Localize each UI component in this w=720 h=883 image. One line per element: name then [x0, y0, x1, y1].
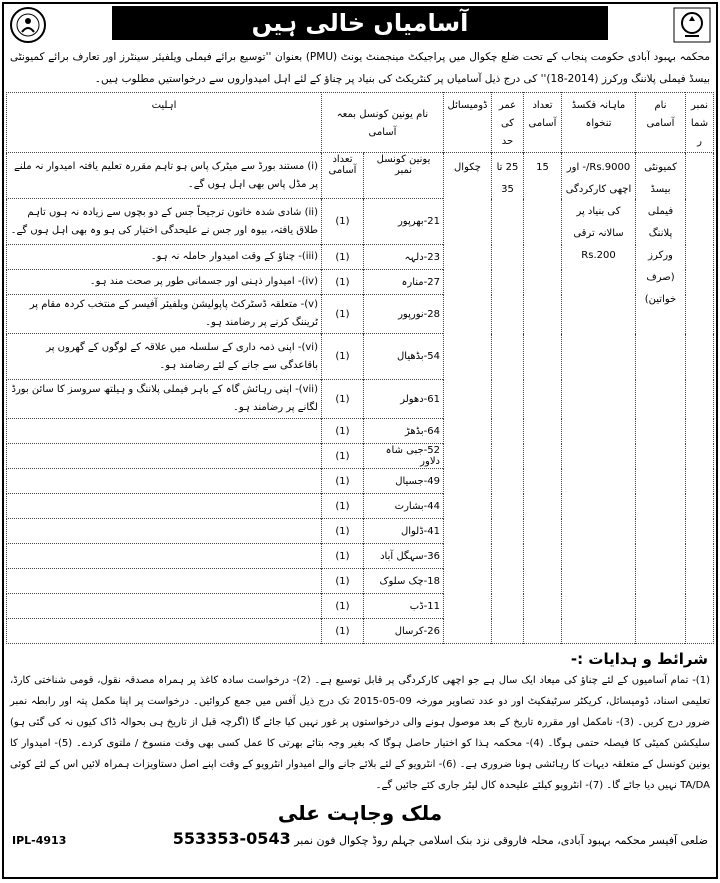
domicile: چکوال — [444, 153, 492, 644]
ad-code: IPL-4913 — [12, 833, 67, 847]
conditions-text: (1)- تمام آسامیوں کے لئے چناؤ کی میعاد ایک سال ہے جو اچھی کارکردگی پر قابل توسیع ہے۔ (2)- درخواست سادہ کاغذ پر ہمراہ مصدقہ نقول، قومی شناختی کارڈ، تعلیمی اسناد، ڈومیسائل، کریکٹر سرٹیفکیٹ اور دو عدد تصاویر مورخہ 09-05-2015 تک درج ذیل آفس میں جمع کروائیں۔ درخواست پر اپنا مکمل پتہ اور رابطہ نمبر ضرور درج کریں۔ (3)- نامکمل اور مقررہ تاریخ کے بعد موصول ہونے والی درخواستوں پر غور نہیں کیا جائے گا (اگرچہ قبل از تاریخ ہی بحوالہ ڈاک کیوں نہ کی گئی ہو) سلیکشن کمیٹی کا فیصلہ حتمی ہوگا۔ (4)- محکمہ ہذا کو اختیار حاصل ہوگا کہ بغیر وجہ بتائے بھرتی کا عمل کسی بھی وقت منسوخ / ملتوی کردے۔ (5)- امیدوار کا یونین کونسل کے متعلقہ دیہات کا رہائشی ہونا ضروری ہے۔ (6)- انٹرویو کے لئے بلائے جانے والے امیدوار انٹرویو کے وقت اپنے اصل دستاویزات ہمراہ لائیں اس کے لئے کوئی TA/DA نہیں دیا جائے گا۔ (7)- انٹرویو کیلئے علیحدہ کال لیٹر جاری کئے جائیں گے۔ — [10, 675, 711, 791]
union-council-name: 54-بڈھیال — [364, 334, 444, 380]
population-welfare-emblem-icon — [8, 6, 48, 44]
col-post: نام آسامی — [636, 93, 686, 153]
qualification-item: (ii) شادی شدہ خاتون ترجیحاً جس کے دو بچوں سے زیادہ نہ ہوں تاہم طلاق یافتہ، بیوہ اور جس نے علیحدگی اختیار کی ہو وہ بھی اہل ہوں گے۔ — [7, 199, 322, 245]
qualification-item: (vi)- اپنی ذمہ داری کے سلسلہ میں علاقہ کے لوگوں کے گھروں پر باقاعدگی سے جانے کے لئے رضامند ہو۔ — [7, 334, 322, 380]
col-union-council: نام یونین کونسل بمعہ آسامی — [321, 93, 443, 153]
union-council-name: 64-بڈھڑ — [364, 419, 444, 444]
qualification-item: (i) مستند بورڈ سے میٹرک پاس ہو تاہم مقررہ تعلیم یافتہ امیدوار نہ ملنے پر مڈل پاس بھی اہل ہوں گے۔ — [7, 153, 322, 199]
col-serial: نمبر شمار — [686, 93, 714, 153]
phone-number: 0543-553353 — [172, 829, 291, 848]
union-council-post-count: (1) — [321, 569, 363, 594]
footer — [6, 828, 714, 852]
col-salary: ماہانہ فکسڈ تنخواہ — [562, 93, 636, 153]
vacancy-table — [6, 92, 714, 644]
union-council-name: 41-ڈلوال — [364, 519, 444, 544]
qualification-item: (iii)- چناؤ کے وقت امیدوار حاملہ نہ ہو۔ — [7, 245, 322, 270]
union-council-post-count: (1) — [321, 594, 363, 619]
col-count: تعداد آسامی — [524, 93, 562, 153]
union-council-post-count: (1) — [321, 334, 363, 380]
post-name: کمیونٹی بیسڈ فیملی پلاننگ ورکرز (صرف خواتین) — [636, 153, 686, 644]
uc-count-subheader: تعداد آسامی — [321, 153, 363, 199]
qualification-item — [7, 419, 322, 444]
union-council-name: 23-دلہہ — [364, 245, 444, 270]
union-council-name: 49-جسیال — [364, 469, 444, 494]
union-council-post-count: (1) — [321, 519, 363, 544]
salary: Rs.9000/- اور اچھی کارکردگی کی بنیاد پر سالانہ ترقی Rs.200 — [562, 153, 636, 644]
col-qualification: اہلیت — [7, 93, 322, 153]
union-council-post-count: (1) — [321, 444, 363, 469]
punjab-government-emblem-icon — [672, 6, 712, 44]
union-council-name: 28-نورپور — [364, 295, 444, 334]
union-council-post-count: (1) — [321, 619, 363, 644]
qualification-item — [7, 494, 322, 519]
union-council-post-count: (1) — [321, 544, 363, 569]
qualification-item: (iv)- امیدوار ذہنی اور جسمانی طور پر صحت مند ہو۔ — [7, 270, 322, 295]
qualification-item — [7, 469, 322, 494]
union-council-post-count: (1) — [321, 199, 363, 245]
union-council-post-count: (1) — [321, 494, 363, 519]
address: ضلعی آفیسر محکمہ بہبود آبادی، محلہ فاروقی نزد بنک اسلامی جہلم روڈ چکوال فون نمبر — [294, 834, 708, 847]
union-council-name: 27-منارہ — [364, 270, 444, 295]
qualification-item: (vii)- اپنی رہائش گاہ کے باہر فیملی پلاننگ و ہیلتھ سروسز کا سائن بورڈ لگانے پر رضامند ہو۔ — [7, 380, 322, 419]
intro-text: محکمہ بہبود آبادی حکومت پنجاب کے تحت ضلع چکوال میں پراجیکٹ مینجمنٹ یونٹ (PMU) بعنوان ''توسیع برائے فیملی ویلفیئر سینٹرز اور تعارف برائے کمیونٹی بیسڈ فیملی پلاننگ ورکرز (2014-18)'' کی درج ذیل آسامیاں پر کنٹریکٹ کی بنیاد پر چناؤ کے لئے اہل امیدواروں سے درخواستیں مطلوب ہیں۔ — [10, 51, 710, 85]
qualification-item — [7, 619, 322, 644]
union-council-name: 11-ڈب — [364, 594, 444, 619]
union-council-name: 36-سہگل آباد — [364, 544, 444, 569]
col-age: عمر کی حد — [492, 93, 524, 153]
qualification-item — [7, 594, 322, 619]
union-council-post-count: (1) — [321, 380, 363, 419]
union-council-post-count: (1) — [321, 469, 363, 494]
union-council-name: 52-جبی شاہ دلاور — [364, 444, 444, 469]
signatory-name: ملک وجاہت علی — [277, 801, 443, 825]
union-council-name: 26-کرسال — [364, 619, 444, 644]
union-council-name: 61-دھولر — [364, 380, 444, 419]
qualification-item — [7, 544, 322, 569]
col-domicile: ڈومیسائل — [444, 93, 492, 153]
serial-cell — [686, 153, 714, 644]
uc-name-subheader: یونین کونسل نمبر — [364, 153, 444, 199]
post-count: 15 — [524, 153, 562, 644]
union-council-post-count: (1) — [321, 270, 363, 295]
union-council-post-count: (1) — [321, 245, 363, 270]
page-title: آسامیاں خالی ہیں — [112, 6, 608, 40]
union-council-post-count: (1) — [321, 295, 363, 334]
age-limit: 25 تا 35 — [492, 153, 524, 644]
qualification-item: (v)- متعلقہ ڈسٹرکٹ پاپولیشن ویلفیئر آفیسر کے منتخب کردہ مقام پر ٹریننگ کرنے پر رضامند ہو۔ — [7, 295, 322, 334]
qualification-item — [7, 444, 322, 469]
union-council-name: 18-چک سلوک — [364, 569, 444, 594]
qualification-item — [7, 569, 322, 594]
header — [6, 4, 714, 46]
union-council-name: 44-بشارت — [364, 494, 444, 519]
qualification-item — [7, 519, 322, 544]
conditions-title: شرائط و ہدایات :- — [570, 650, 708, 668]
address-line — [173, 828, 708, 852]
union-council-name: 21-بھرپور — [364, 199, 444, 245]
job-advertisement — [2, 2, 718, 879]
union-council-post-count: (1) — [321, 419, 363, 444]
